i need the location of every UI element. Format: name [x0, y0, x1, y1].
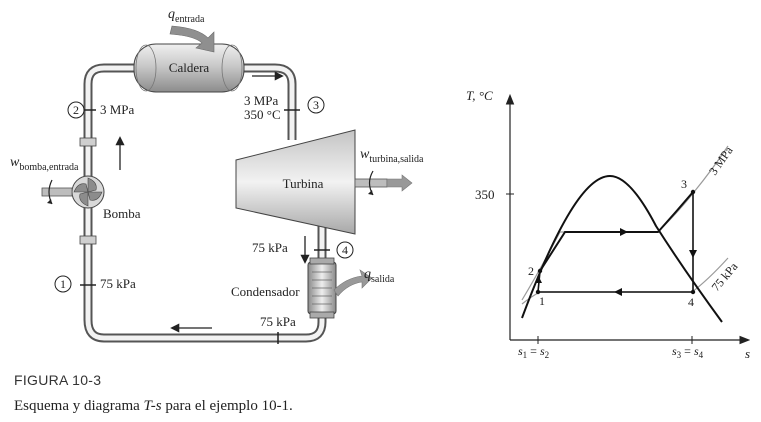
state-2 — [68, 102, 135, 118]
point-4-label: 4 — [688, 295, 694, 309]
state-3-temperature: 350 °C — [244, 107, 281, 122]
point-4-marker — [691, 290, 695, 294]
s-left-a: s — [518, 344, 523, 358]
w-pump-symbol: w — [10, 155, 20, 170]
figure-number: FIGURA 10-3 — [14, 372, 102, 388]
turbine-label: Turbina — [282, 176, 324, 191]
pipe-state-ticks — [80, 110, 330, 344]
pump-label: Bomba — [103, 206, 141, 221]
ts-diagram — [466, 88, 750, 361]
s-left-a-sub: 1 — [522, 350, 528, 360]
q-out-symbol: q — [364, 267, 371, 282]
s-right-a-sub: 3 — [676, 350, 682, 360]
state-1 — [55, 276, 136, 292]
caption-em: T-s — [143, 398, 162, 414]
cycle-arrow-heat — [620, 228, 628, 236]
caption-post: para el ejemplo 10-1. — [161, 398, 293, 414]
q-in-label — [168, 7, 205, 25]
ts-y-axis-text: T, °C — [466, 88, 493, 103]
bottom-pipe-pressure: 75 kPa — [260, 314, 296, 329]
s-left-label — [518, 344, 549, 360]
isobar-75kpa-label: 75 kPa — [708, 259, 741, 294]
point-2-marker — [538, 269, 542, 273]
cycle-arrow-condense — [614, 288, 622, 296]
q-out-sub: salida — [371, 274, 395, 285]
caption-pre: Esquema y diagrama — [14, 398, 144, 414]
s-right-b: s — [693, 344, 699, 358]
point-2-label: 2 — [528, 264, 534, 278]
ts-x-axis-label: s — [745, 346, 751, 361]
q-out-label — [364, 267, 395, 285]
w-pump-label — [10, 155, 79, 173]
ts-y-tick-label: 350 — [475, 187, 495, 202]
point-3-marker — [691, 190, 695, 194]
cycle-arrow-turbine — [689, 250, 697, 258]
condenser-label: Condensador — [231, 284, 300, 299]
s-right-b-sub: 4 — [698, 350, 704, 360]
w-turbine-label — [360, 147, 424, 165]
point-1-label: 1 — [539, 294, 545, 308]
state-3-num: 3 — [313, 98, 319, 112]
isobar-3mpa — [522, 146, 728, 300]
s-left-b-sub: 2 — [544, 350, 550, 360]
w-turbine-symbol: w — [360, 147, 370, 162]
q-in-symbol: q — [168, 7, 175, 22]
ts-y-axis-label — [466, 88, 493, 103]
state-1-pressure: 75 kPa — [100, 276, 136, 291]
condenser — [231, 258, 372, 318]
turbine — [236, 130, 412, 234]
isobar-3mpa-label: 3 MPa — [705, 143, 736, 178]
state-1-num: 1 — [60, 277, 66, 291]
state-4-num: 4 — [342, 243, 348, 257]
state-2-num: 2 — [73, 103, 79, 117]
s-right-label — [672, 344, 704, 360]
s-left-eq: = — [527, 344, 540, 358]
state-4 — [252, 240, 353, 258]
state-3 — [244, 93, 324, 122]
state-3-pressure: 3 MPa — [244, 93, 279, 108]
w-turbine-sub: turbina,salida — [369, 154, 424, 165]
q-in-sub: entrada — [175, 14, 205, 25]
s-right-a: s — [672, 344, 677, 358]
isobar-75kpa — [522, 258, 728, 304]
s-left-b: s — [539, 344, 545, 358]
state-2-pressure: 3 MPa — [100, 102, 135, 117]
point-3-label: 3 — [681, 177, 687, 191]
figure-caption — [14, 398, 293, 415]
state-4-pressure: 75 kPa — [252, 240, 288, 255]
s-right-eq: = — [681, 344, 694, 358]
w-pump-sub: bomba,entrada — [19, 162, 79, 173]
boiler-label: Caldera — [168, 60, 210, 75]
boiler — [134, 44, 244, 92]
